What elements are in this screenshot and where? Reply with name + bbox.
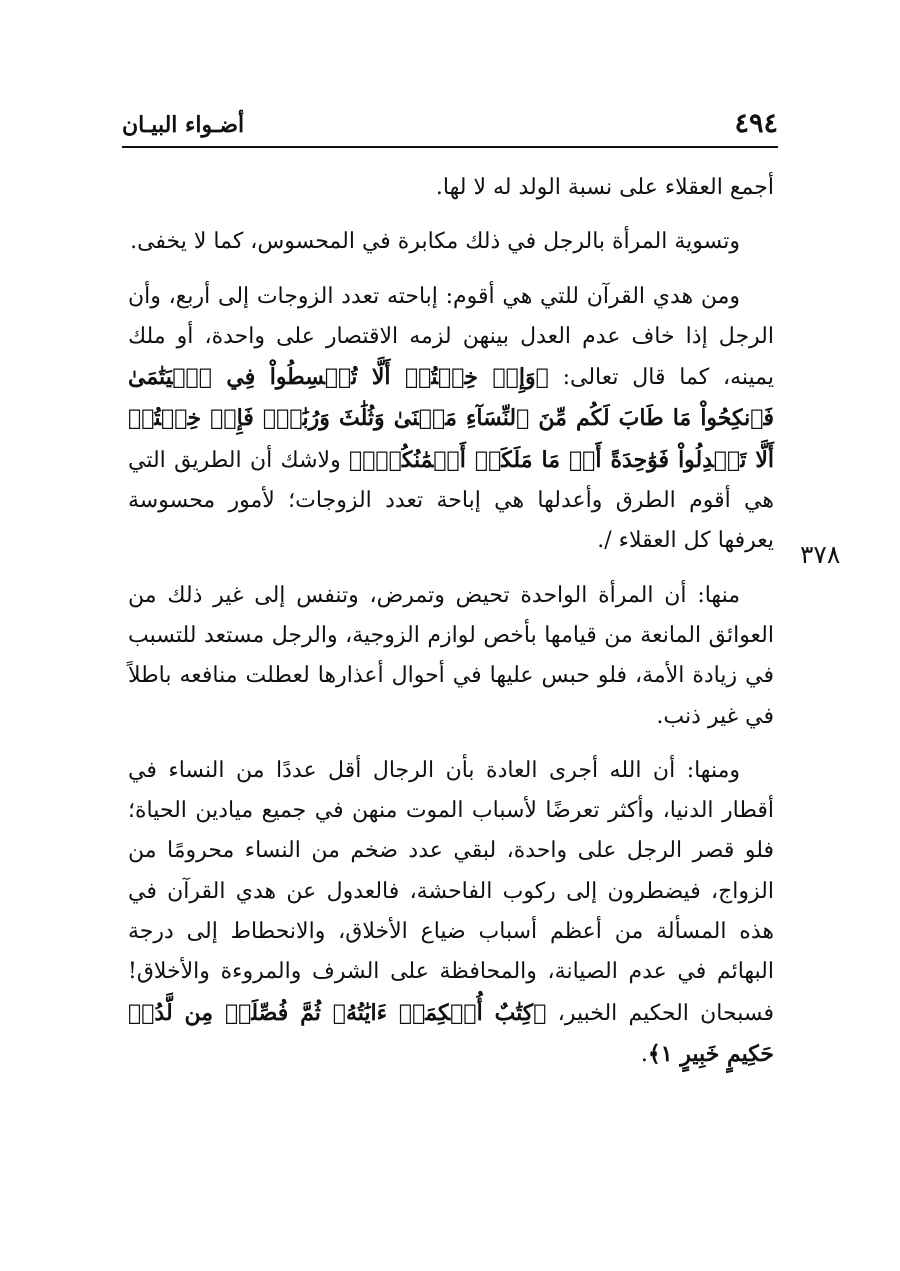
page-number: ٤٩٤ (734, 108, 778, 139)
paragraph-5-text: ومنها: أن الله أجرى العادة بأن الرجال أقل عددًا من النساء في أقطار الدنيا، وأكثر تعرضًا لأسباب الموت منهن في جميع ميادين الحياة؛ فلو قصر الرجل على واحدة، لبقي عدد ضخم من النساء محرومًا من الزواج، فيضطرون إلى ركوب الفاحشة، فالعدول عن هدي القرآن في هذه المسألة من أعظم أسباب ضياع الأخلاق، والانحطاط إلى درجة البهائم في عدم الصيانة، والمحافظة على الشرف والمروءة والأخلاق! فسبحان الحكيم الخبير، (128, 757, 774, 1026)
header-divider (122, 146, 778, 148)
page-body (128, 168, 774, 1089)
paragraph-4: منها: أن المرأة الواحدة تحيض وتمرض، وتنفس إلى غير ذلك من العوائق المانعة من قيامها بأخص لوازم الزوجية، والرجل مستعد للتسبب في زيادة الأمة، فلو حبس عليها في أحوال أعذارها لعطلت منافعه باطلاً في غير ذنب. (128, 582, 774, 729)
paragraph-3 (128, 277, 774, 562)
quran-verse-nisa-3: ﴿وَإِنۡ خِفۡتُمۡ أَلَّا تُقۡسِطُواْ فِي ٱلۡيَتَٰمَىٰ فَٱنكِحُواْ مَا طَابَ لَكُم مِّنَ ٱلنِّسَآءِ مَثۡنَىٰ وَثُلَٰثَ وَرُبَٰعَۖ فَإِنۡ خِفۡتُمۡ أَلَّا تَعۡدِلُواْ فَوَٰحِدَةً أَوۡ مَا مَلَكَتۡ أَيۡمَٰنُكُمۡۚ﴾ (128, 364, 774, 473)
original-page-reference: ٣٧٨ (800, 540, 841, 569)
paragraph-1: أجمع العقلاء على نسبة الولد له لا لها. (435, 175, 774, 200)
book-title: أضـواء البيـان (122, 112, 245, 138)
quran-verse-hud-1: ﴿كِتَٰبٌ أُحۡكِمَتۡ ءَايَٰتُهُۥ ثُمَّ فُصِّلَتۡ مِن لَّدُنۡ حَكِيمٍ خَبِيرٍ ١﴾ (128, 999, 774, 1067)
paragraph-2: وتسوية المرأة بالرجل في ذلك مكابرة في المحسوس، كما لا يخفى. (130, 229, 740, 255)
page-header (122, 108, 778, 144)
paragraph-3-text: ومن هدي القرآن للتي هي أقوم: إباحته تعدد الزوجات إلى أربع، وأن الرجل إذا خاف عدم العدل بينهن لزمه الاقتصار على واحدة، أو ملك يمينه، كما قال تعالى: (128, 283, 774, 391)
paragraph-3-continuation: ولاشك أن الطريق التي هي أقوم الطرق وأعدلها هي إباحة تعدد الزوجات؛ لأمور محسوسة يعرفها كل العقلاء /. (128, 447, 774, 554)
paragraph-5 (128, 751, 774, 1075)
paragraph-5-end: . (640, 1041, 648, 1067)
